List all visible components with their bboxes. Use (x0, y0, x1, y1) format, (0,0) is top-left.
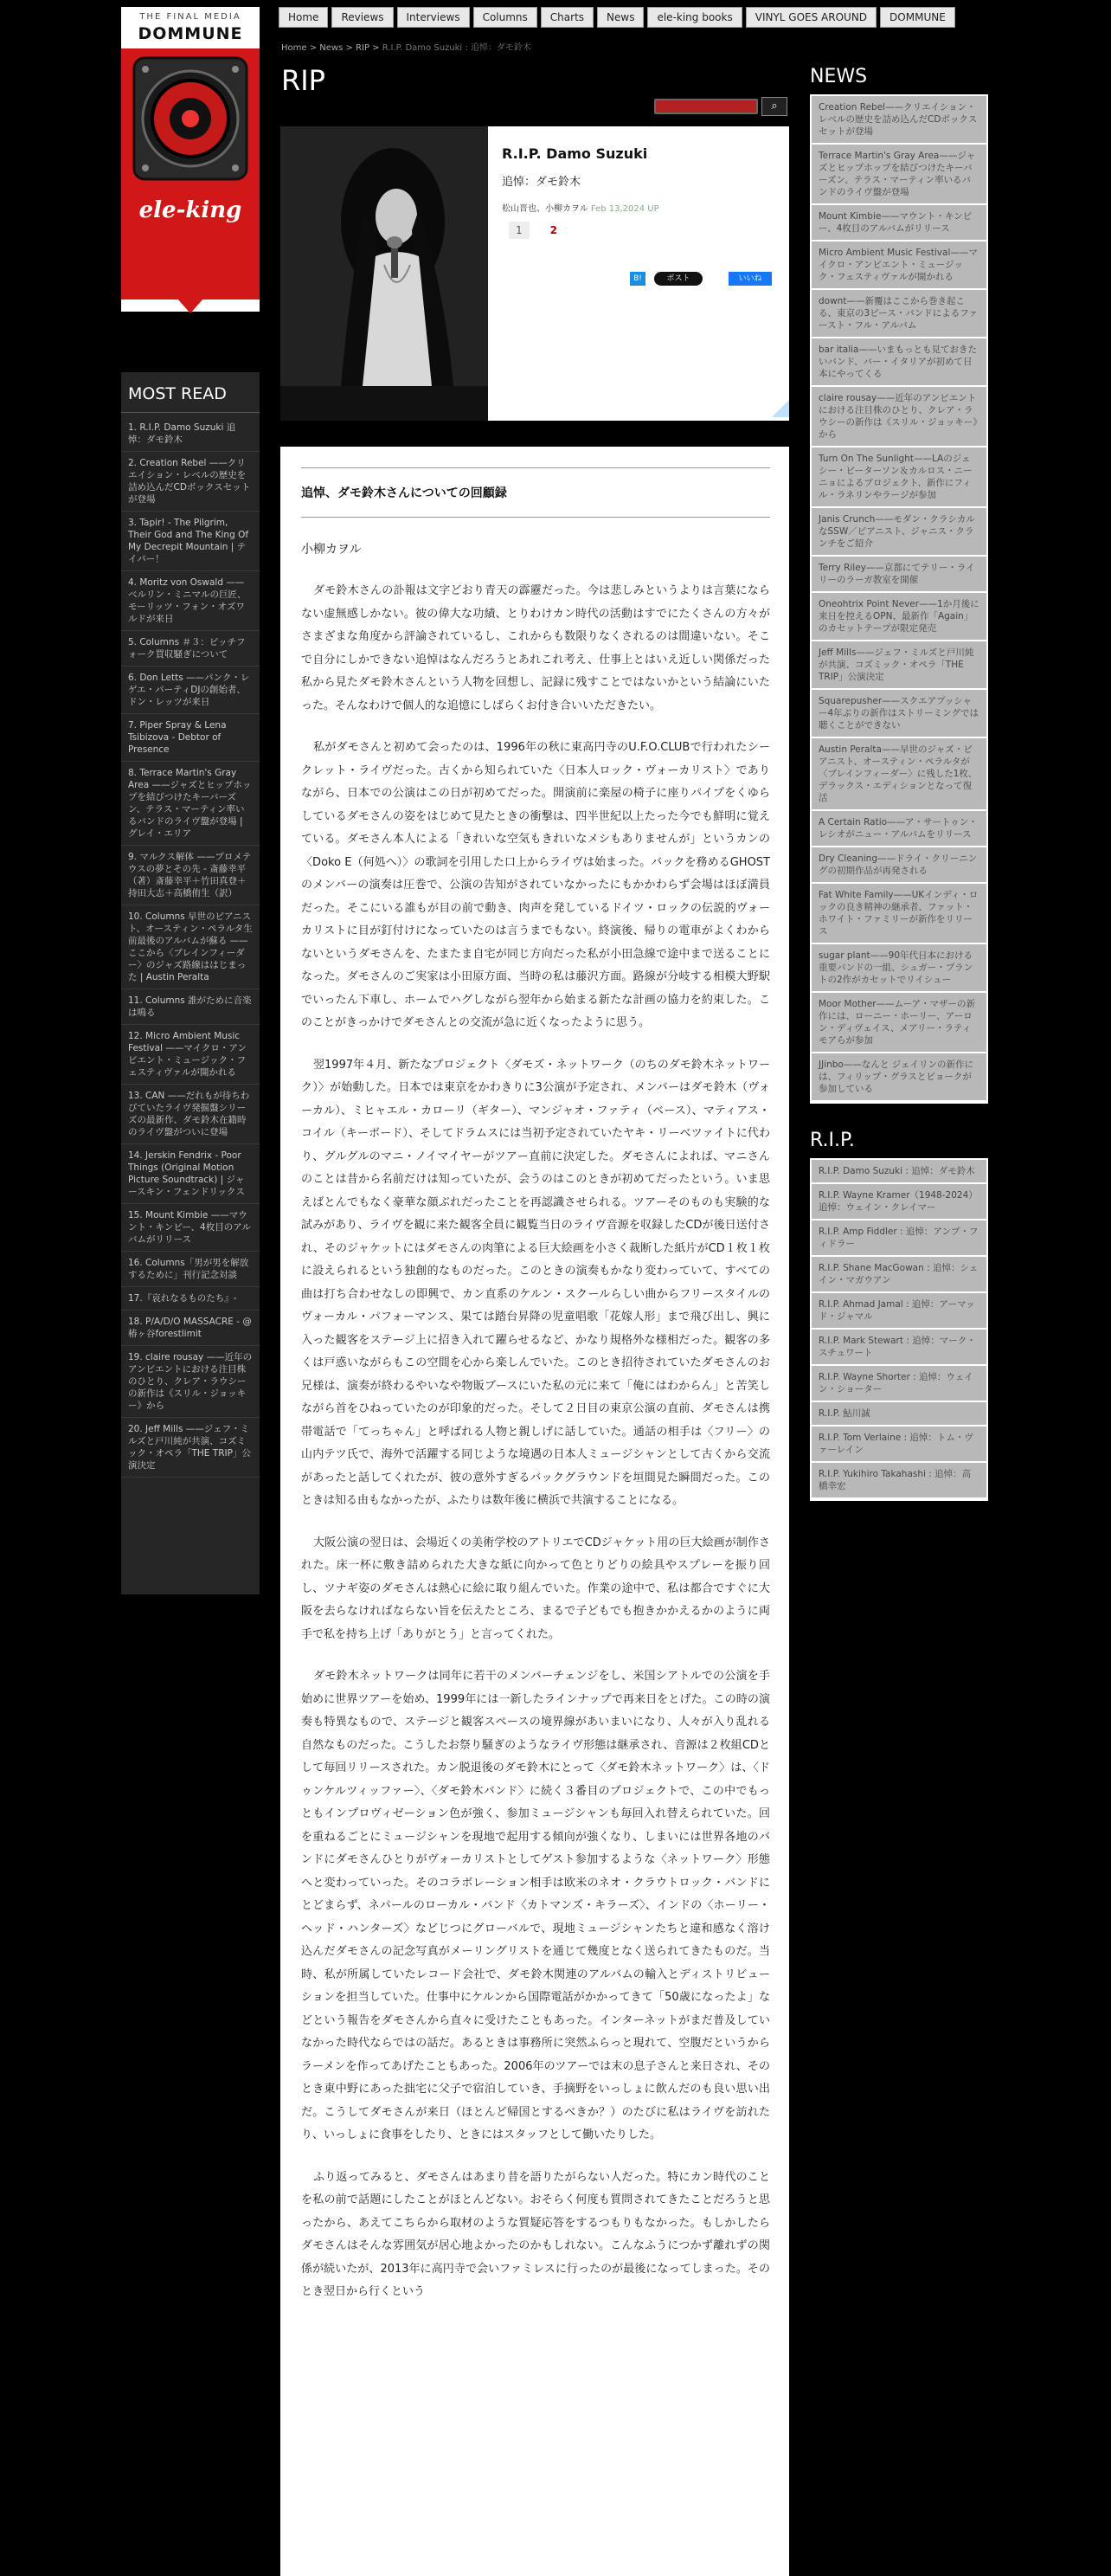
nav-tab-news[interactable]: News (597, 7, 644, 28)
article (280, 126, 789, 2576)
news-item[interactable]: Turn On The Sunlight——LAのジェシー・ピーターソン＆カルロス・ニーニョによるプロジェクト、新作にフィル・ラネリンやラージが参加 (812, 448, 986, 508)
article-paragraph: ダモ鈴木ネットワークは同年に若干のメンバーチェンジをし、米国シアトルでの公演を手始めに世界ツアーを始め、1999年には一新したラインナップで再来日をとげた。この時の演奏も特異なもので、ステージと観客スペースの境界線があいまいになり、人々が入り乱れる自然なものだった。こうしたお祭り騒ぎのようなライヴ形態は継承され、音源は２枚組CDとして毎回リリースされた。カン脱退後のダモ鈴木にとって〈ダモ鈴木ネットワーク〉は、〈ドゥンケルツィッファー〉、〈ダモ鈴木バンド〉に続く３番目のプロジェクトで、この中でもっともインプロヴィゼーション色が強く、参加ミュージシャンも毎回入れ替えられていた。回を重ねるごとにミュージシャンを現地で起用する傾向が強くなり、しまいには世界各地のバンドにダモさんひとりがヴォーカリストとしてゲスト参加するような〈ネットワーク〉形態へと変わっていった。そのコラボレーション相手は欧米のネオ・クラウトロック・バンドにとどまらず、ネパールのローカル・バンド〈カトマンズ・キラーズ〉、インドの〈ホーリー・ヘッド・ハンターズ〉などじつにグローバルで、現地ミュージシャンたちと違和感なく溶け込んだダモさんの記念写真がメーリングリストを通じて幾度となく送られてきたものだ。当時、私が所属していたレコード会社で、ダモ鈴木関連のアルバムの輸入とディストリビューションを担当していた。仕事中にケルンから国際電話がかかってきて「50歳になったよ」などという報告をダモさんから直々に受けたこともあった。インターネットがまだ普及していなかった時代ならではの話だ。あるときは事務所に突然ふらっと現れて、空腹だというからラーメンを作ってあげたこともあった。2006年のツアーでは末の息子さんと来日され、そのとき東中野にあった拙宅に父子で宿泊していき、手摘野をいっしょに飲んだのも良い思い出だ。こうしてダモさんが来日（ほとんど帰国とするべきか？）のたびに私はライヴを訪れたり、いっしょに食事をしたり、ときにはスタッフとして働いたりした。 (301, 1670, 770, 2141)
search-icon: ⌕ (771, 100, 778, 113)
news-item[interactable]: bar italia——いまもっとも見ておきたいバンド、バー・イタリアが初めて日本にやってくる (812, 338, 986, 387)
most-read-item[interactable]: 13. CAN ——だれもが待ちわびていたライヴ発掘盤シリーズの最新作、ダモ鈴木在籍時のライヴ盤がついに登場 (121, 1085, 260, 1144)
article-meta (502, 145, 779, 214)
nav-tab-columns[interactable]: Columns (473, 7, 537, 28)
news-item[interactable]: JJinbo——なんと ジェイリンの新作には、フィリップ・グラスとビョークが参加している (812, 1053, 986, 1102)
most-read-item[interactable]: 1. R.I.P. Damo Suzuki 追悼：ダモ鈴木 (121, 416, 260, 452)
top-nav (279, 7, 955, 28)
news-item[interactable]: Terrace Martin's Gray Area——ジャズとヒップホップを結びつけたキーバーズン、テラス・マーティン率いるバンドのライヴ盤が登場 (812, 145, 986, 205)
page-1-link[interactable]: 1 (509, 222, 530, 239)
rip-item[interactable]: R.I.P. Mark Stewart : 追悼：マーク・スチュワート (812, 1330, 986, 1366)
nav-tab-reviews[interactable]: Reviews (331, 7, 393, 28)
news-item[interactable]: Micro Ambient Music Festival——マイクロ・アンビエント・ミュージック・フェスティヴァルが開かれる (812, 242, 986, 290)
site-logo[interactable] (121, 7, 260, 312)
left-column (121, 7, 260, 312)
news-item[interactable]: Oneohtrix Point Never——1か月後に来日を控えるOPN、最新作「Again」のカセットテープが限定発売 (812, 593, 986, 641)
most-read-item[interactable]: 6. Don Letts ——パンク・レゲエ・パーティDJの創始者、ドン・レッツが来日 (121, 667, 260, 714)
nav-tab-ele-king-books[interactable]: ele-king books (647, 7, 742, 28)
rip-list (810, 1158, 988, 1501)
nav-tab-home[interactable]: Home (279, 7, 328, 28)
page-2-link[interactable]: 2 (549, 224, 557, 236)
logo-tagline: THE FINAL MEDIA (139, 12, 241, 22)
breadcrumb: Home > News > RIP > R.I.P. Damo Suzuki : 追悼：ダモ鈴木 (281, 43, 531, 53)
news-item[interactable]: Mount Kimbie——マウント・キンビー、4枚目のアルバムがリリース (812, 205, 986, 242)
most-read-item[interactable]: 5. Columns ＃３：ピッチフォーク買収騒ぎについて (121, 631, 260, 667)
share-buttons (630, 272, 772, 286)
news-item[interactable]: Squarepusher——スクエアプッシャー4年ぶりの新作はストリーミングでは聴くことができない (812, 690, 986, 738)
most-read-item[interactable]: 9. マルクス解体 ——プロメテウスの夢とその先 - 斎藤幸平（著）斎藤幸平＋竹田真登＋持田大志＋高橋侑生（訳） (121, 846, 260, 905)
rip-item[interactable]: R.I.P. Yukihiro Takahashi : 追悼：高橋幸宏 (812, 1463, 986, 1499)
most-read-item[interactable]: 7. Piper Spray & Lena Tsibizova - Debtor of Presence (121, 714, 260, 762)
most-read-item[interactable]: 14. Jerskin Fendrix - Poor Things (Original Motion Picture Soundtrack) | ジャースキン・フェンドリックス (121, 1144, 260, 1204)
most-read-item[interactable]: 18. P/A/D/O MASSACRE - @椿ヶ谷forestlimit (121, 1311, 260, 1346)
news-item[interactable]: Janis Crunch——モダン・クラシカルなSSW／ピアニスト、ジャニス・クランチをご紹介 (812, 508, 986, 557)
speaker-icon (130, 54, 251, 201)
most-read-item[interactable]: 20. Jeff Mills ——ジェフ・ミルズと戸川純が共演、コズミック・オペラ「THE TRIP」公演決定 (121, 1418, 260, 1478)
rip-item[interactable]: R.I.P. Shane MacGowan : 追悼：シェイン・マガウアン (812, 1257, 986, 1293)
most-read-item[interactable]: 4. Moritz von Oswald ——ベルリン・ミニマルの巨匠、モーリッツ・フォン・オズワルドが来日 (121, 571, 260, 631)
article-paragraph: ふり返ってみると、ダモさんはあまり昔を語りたがらない人だった。特にカン時代のことを私の前で話題にしたことがほとんどない。おそらく何度も質問されてきたことだろうと思ったから、あえてこちらから取材のような質疑応答をするつもりもなかった。もしかしたらダモさんはそんな雰囲気が居心地よかったのかもしれない。こんなふうにつかず離れずの関係が続いたが、2013年に高円寺で会いファミレスに行ったのが最後になってしまった。そのとき翌日から行くという (301, 2170, 770, 2298)
article-paragraph: ダモ鈴木さんの訃報は文字どおり青天の霹靂だった。今は悲しみというよりは言葉にならない虚無感しかない。彼の偉大な功績、とりわけカン時代の活動はすでにたくさんの方々がさまざまな角度から評論されているし、これからも数限りなくされるのは間違いない。そこで自分にしかできない追悼はなんだろうとあれこれ考え、仕事上とはいえ近しい関係だった私から見たダモ鈴木さんという人物を回想し、記録に残すことではないかという結論にいたった。そんなわけで個人的な追憶にしばらくお付き合いいただきたい。 (301, 584, 770, 712)
artist-photo (280, 126, 488, 421)
rip-item[interactable]: R.I.P. Damo Suzuki : 追悼：ダモ鈴木 (812, 1160, 986, 1184)
breadcrumb-home[interactable]: Home (281, 43, 307, 53)
rip-item[interactable]: R.I.P. Wayne Kramer（1948-2024）追悼：ウェイン・クレイマー (812, 1184, 986, 1220)
right-column (810, 66, 988, 1501)
breadcrumb-current: R.I.P. Damo Suzuki : 追悼：ダモ鈴木 (382, 43, 531, 53)
breadcrumb-news[interactable]: News (319, 43, 344, 53)
rip-item[interactable]: R.I.P. Ahmad Jamal : 追悼：アーマッド・ジャマル (812, 1293, 986, 1330)
news-item[interactable]: Jeff Mills——ジェフ・ミルズと戸川純が共演、コズミック・オペラ「THE TRIP」公演決定 (812, 641, 986, 690)
most-read-title: MOST READ (121, 372, 260, 413)
article-heading: 追悼、ダモ鈴木さんについての回顧録 (301, 486, 507, 500)
facebook-like-button[interactable]: いいね (729, 272, 772, 286)
rule-bottom (301, 517, 770, 518)
logo-dommune: DOMMUNE (138, 24, 243, 43)
news-item[interactable]: sugar plant——90年代日本における重要バンドの一組、シュガー・プラントの2作がカセットでリイシュー (812, 944, 986, 993)
post-button[interactable]: ポスト (654, 272, 703, 286)
news-title: NEWS (810, 66, 868, 87)
rip-item[interactable]: R.I.P. Amp Fiddler : 追悼：アンプ・フィドラー (812, 1220, 986, 1257)
rip-item[interactable]: R.I.P. 鮎川誠 (812, 1402, 986, 1426)
news-list (810, 94, 988, 1104)
article-paragraph: 私がダモさんと初めて会ったのは、1996年の秋に東高円寺のU.F.O.CLUBで行われたシークレット・ライヴだった。古くから知られていた〈日本人ロック・ヴォーカリスト〉でありながら、日本での公演はこの日が初めてだった。開演前に楽屋の椅子に座りパイプをくゆらしているダモさんの姿をはじめて見たときの衝撃は、四半世紀以上たった今でも鮮明に覚えている。ダモさん本人による「きれいな空気もきれいなメシもありませんが」というカンの〈Doko E（何処へ）〉の歌詞を引用した口上からライヴは始まった。バックを務めるGHOSTのメンバーの演奏は圧巻で、公演の告知がされていなかったにもかかわらず会場はほぼ満員だった。そこにいる誰もが目の前で動き、肉声を発しているドイツ・ロックの伝説的ヴォーカリストに目が釘付けになっていたのは言うまでもない。終演後、帰りの電車がよくわからないというダモさんを、たまたま自宅が同じ方向だった私が小田急線で途中まで送ることになった。ダモさんのご実家は小田原方面、当時の私は藤沢方面。路線が分岐する相模大野駅でいったん下車し、ホームでハグしながら翌年から始まる新たな計画の協力を約束した。このことがきっかけでダモさんとの交流が急に近くなったように思う。 (301, 741, 770, 1029)
corner-accent (772, 400, 789, 417)
most-read-item[interactable]: 3. Tapir! - The Pilgrim, Their God and The King Of My Decrepit Mountain | テイパー！ (121, 512, 260, 571)
article-title-ja: 追悼：ダモ鈴木 (502, 176, 581, 189)
article-byline (502, 201, 779, 214)
news-item[interactable]: Fat White Family——UKインディ・ロックの良き精神の継承者、ファット・ホワイト・ファミリーが新作をリリース (812, 884, 986, 944)
news-item[interactable]: Creation Rebel——クリエイション・レベルの歴史を詰め込んだCDボックスセットが登場 (812, 96, 986, 145)
article-body (301, 457, 770, 2323)
most-read-item[interactable]: 10. Columns 早世のピアニスト、オースティン・ペラルタ生前最後のアルバムが蘇る ——ここから〈ブレインフィーダー〉のジャズ路線ははじまった | Austin Peralta (121, 905, 260, 989)
search-button[interactable] (761, 97, 787, 116)
most-read-item[interactable]: 15. Mount Kimbie ——マウント・キンビー、4枚目のアルバムがリリース (121, 1204, 260, 1252)
most-read-item[interactable]: 2. Creation Rebel ——クリエイション・レベルの歴史を詰め込んだCDボックスセットが登場 (121, 452, 260, 512)
most-read-item[interactable]: 12. Micro Ambient Music Festival ——マイクロ・アンビエント・ミュージック・フェスティヴァルが開かれる (121, 1025, 260, 1085)
page-title: RIP (281, 64, 325, 97)
article-date: Feb 13,2024 UP (590, 204, 659, 214)
rip-title: R.I.P. (810, 1130, 855, 1151)
rip-item[interactable]: R.I.P. Wayne Shorter : 追悼：ウェイン・ショーター (812, 1366, 986, 1402)
article-title-en: R.I.P. Damo Suzuki (502, 145, 648, 162)
article-paragraph: 翌1997年４月、新たなプロジェクト〈ダモズ・ネットワーク（のちのダモ鈴木ネットワーク）〉が始動した。日本では東京をかわきりに3公演が予定され、メンバーはダモ鈴木（ヴォーカル）、ミヒャエル・カローリ（ギター）、マンジャオ・ファティ（ベース）、マティアス・コイル（キーボード）、そしてドラムスには当初予定されていたヤキ・リーベツァイトに代わり、グルグルのマニ・ノイマイヤーがツアー直前に決定した。ダモさんによれば、マニさんのことは昔から名前だけは知っていたが、会うのはこのときが初めてだったという。いま思えばとんでもなく豪華な顔ぶれだったことを再認識させられる。ツアーそのものも実験的な試みがあり、ライヴを観に来た観客全員に観覧当日のライヴ音源を収録したCDが後日送付され、そのジャケットにはダモさんの肉筆による巨大絵画を小さく裁断した紙片がCD１枚１枚に設えられるという独創的なものだった。このときの演奏もかなり変わっていて、すべての曲は打ち合わせなしの即興で、カン直系のケルン・スクールらしい曲からフリースタイルのヴォーカル・パフォーマンス、果ては踏台昇降の児童唱歌「花嫁人形」まで飛び出し、興に入った観客をステージ上に招き入れて躍らせるなど、かなり規格外な様相だった。観客の多くは戸惑いながらもこの空間を心から楽しんでいた。このとき招待されていたダモさんのお兄様は、演奏が終わるやいなや物販ブースにいた私の元に来て「俺にはわからん」と苦笑しながら首をひねっていたのが印象的だった。そして２日目の東京公演の直前、ダモさんは携帯電話で「てっちゃん」と呼ばれる人物と親しげに話していた。通話の相手は〈フリー〉の山内テツ氏で、海外で活躍する同じような境遇の日本人ミュージシャンとして古くから交流があったと話してくれたが、彼の意外すぎるバックグラウンドを垣間見た瞬間だった。このときは知る由もなかったが、ふたりは数年後に横浜で共演することになる。 (301, 1058, 770, 1507)
article-authors[interactable]: 松山晋也、小柳カヲル (502, 204, 588, 214)
article-author: 小柳カヲル (301, 543, 362, 557)
news-item[interactable]: Moor Mother——ムーア・マザーの新作には、ローニー・ホーリー、アーロン・ディヴェイス、メアリー・ラティモアらが参加 (812, 993, 986, 1053)
breadcrumb-rip[interactable]: RIP (356, 43, 369, 53)
logo-tail (177, 298, 204, 313)
most-read-item[interactable]: 8. Terrace Martin's Gray Area ——ジャズとヒップホップを結びつけたキーバーズン、テラス・マーティン率いるバンドのライヴ盤が登場 | グレイ・エリア (121, 762, 260, 846)
most-read-panel (121, 372, 260, 1594)
most-read-item[interactable]: 11. Columns 誰がために音楽は鳴る (121, 989, 260, 1025)
article-divider (280, 421, 789, 447)
rip-item[interactable]: R.I.P. Tom Verlaine : 追悼：トム・ヴァーレイン (812, 1426, 986, 1463)
most-read-item[interactable]: 19. claire rousay ——近年のアンビエントにおける注目株のひとり、クレア・ラウシーの新作は《スリル・ジョッキー》から (121, 1346, 260, 1418)
rule-top (301, 467, 770, 468)
nav-tab-charts[interactable]: Charts (541, 7, 594, 28)
most-read-item[interactable]: 16. Columns「男が男を解放するために」刊行記念対談 (121, 1252, 260, 1287)
hatena-bookmark-button[interactable]: B! (630, 272, 645, 286)
logo-ele-king: ele-king (138, 197, 242, 223)
article-paragraphs (301, 580, 770, 2304)
most-read-item[interactable]: 17.『哀れなるものたち』- (121, 1287, 260, 1311)
article-paragraph: 大阪公演の翌日は、会場近くの美術学校のアトリエでCDジャケット用の巨大絵画が制作された。床一杯に敷き詰められた大きな紙に向かって色とりどりの絵具やスプレーを振り回し、ツナギ姿のダモさんは熱心に絵に取り組んでいた。作業の途中で、私は都合ですぐに大阪を去らなければならない旨を伝えたところ、まるで子どもでも抱きかかえるかのように両手で私を持ち上げ「ありがとう」と言ってくれた。 (301, 1536, 770, 1641)
most-read-list (121, 416, 260, 1478)
news-item[interactable]: downt——新覆はここから巻き起こる、東京の3ピース・バンドによるファースト・フル・アルバム (812, 290, 986, 338)
nav-tab-vinyl-goes-around[interactable]: VINYL GOES AROUND (746, 7, 877, 28)
nav-tab-interviews[interactable]: Interviews (397, 7, 470, 28)
pagination (509, 222, 564, 239)
news-item[interactable]: Terry Riley——京都にてテリー・ライリーのラーガ教室を開催 (812, 557, 986, 593)
news-item[interactable]: Austin Peralta——早世のジャズ・ピアニスト、オースティン・ペラルタが〈ブレインフィーダー〉に残した1枚、デラックス・エディションとなって復活 (812, 738, 986, 811)
header-bar (654, 99, 758, 114)
nav-tab-dommune[interactable]: DOMMUNE (880, 7, 955, 28)
news-item[interactable]: A Certain Ratio——ア・サートゥン・レシオがニュー・アルバムをリリース (812, 811, 986, 847)
news-item[interactable]: Dry Cleaning——ドライ・クリーニングの初期作品が再発される (812, 847, 986, 884)
news-item[interactable]: claire rousay——近年のアンビエントにおける注目株のひとり、クレア・ラウシーの新作は《スリル・ジョッキー》から (812, 387, 986, 448)
